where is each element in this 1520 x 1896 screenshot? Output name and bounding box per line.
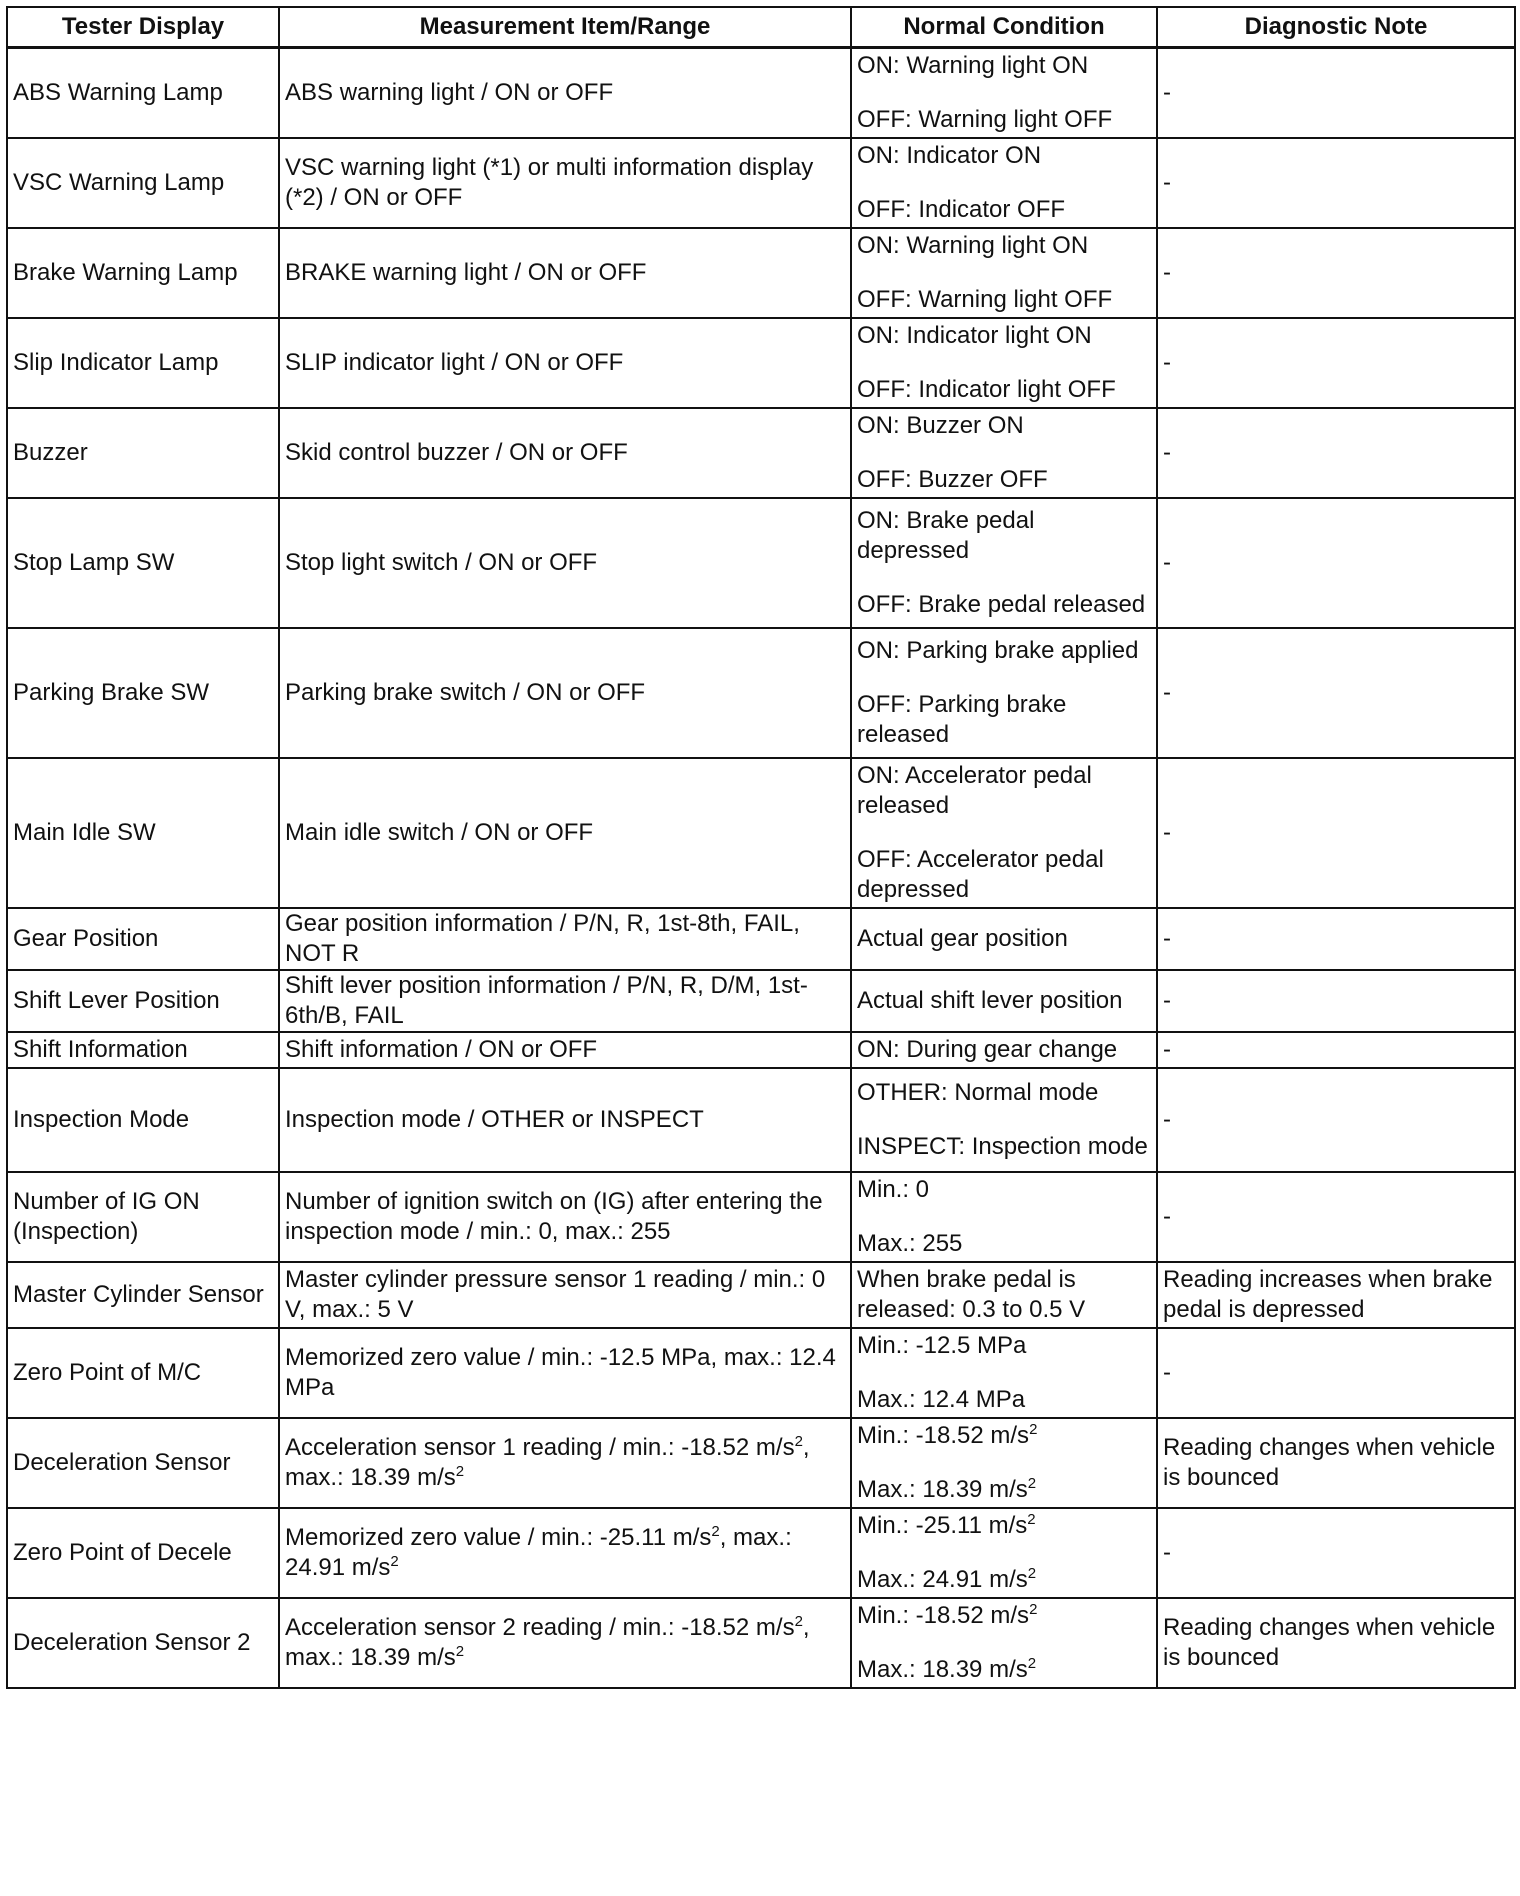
normal-condition-line: OFF: Accelerator pedal depressed xyxy=(857,846,1104,903)
normal-condition-cell xyxy=(851,48,1157,139)
diagnostic-note-cell: - xyxy=(1157,1328,1515,1418)
normal-condition-line: Actual gear position xyxy=(857,925,1068,952)
tester-display-cell: Zero Point of M/C xyxy=(7,1328,279,1418)
normal-condition-line: ON: Warning light ON xyxy=(857,232,1089,259)
condition-gap xyxy=(857,81,1151,105)
header-measurement-item: Measurement Item/Range xyxy=(279,7,851,48)
tester-display-cell: ABS Warning Lamp xyxy=(7,48,279,139)
condition-gap xyxy=(857,821,1151,845)
tester-display-cell: Number of IG ON (Inspection) xyxy=(7,1172,279,1262)
tester-display-cell: Gear Position xyxy=(7,908,279,970)
tester-display-cell: Parking Brake SW xyxy=(7,628,279,758)
tester-display-cell: Deceleration Sensor xyxy=(7,1418,279,1508)
diagnostic-note-cell: - xyxy=(1157,908,1515,970)
normal-condition-cell xyxy=(851,498,1157,628)
measurement-item-cell: Shift lever position information / P/N, R, D/M, 1st-6th/B, FAIL xyxy=(279,970,851,1032)
normal-condition-cell xyxy=(851,628,1157,758)
tester-display-cell: Main Idle SW xyxy=(7,758,279,908)
measurement-item-cell: Acceleration sensor 1 reading / min.: -18.52 $m/s^2$, max.: 18.39 $m/s^2$ xyxy=(279,1418,851,1508)
table-row xyxy=(7,628,1515,758)
superscript-2: 2 xyxy=(711,1523,720,1540)
superscript-2: 2 xyxy=(1029,1421,1038,1438)
normal-condition-line: Max.: 18.39 $m/s^2$ xyxy=(857,1475,1037,1503)
normal-condition-line: Min.: -18.52 $m/s^2$ xyxy=(857,1421,1038,1449)
superscript-2: 2 xyxy=(1027,1475,1037,1492)
tester-display-cell: Deceleration Sensor 2 xyxy=(7,1598,279,1688)
measurement-item-cell: SLIP indicator light / ON or OFF xyxy=(279,318,851,408)
tester-display-cell: VSC Warning Lamp xyxy=(7,138,279,228)
normal-condition-line: ON: Parking brake applied xyxy=(857,637,1139,664)
measurement-item-cell: Master cylinder pressure sensor 1 reading / min.: 0 V, max.: 5 V xyxy=(279,1262,851,1328)
diagnostic-note-cell: Reading increases when brake pedal is depressed xyxy=(1157,1262,1515,1328)
measurement-item-cell: ABS warning light / ON or OFF xyxy=(279,48,851,139)
table-row xyxy=(7,138,1515,228)
condition-gap xyxy=(857,261,1151,285)
condition-gap xyxy=(857,1108,1151,1132)
normal-condition-line: When brake pedal is released: 0.3 to 0.5 V xyxy=(857,1266,1086,1323)
table-row xyxy=(7,408,1515,498)
normal-condition-line: ON: Indicator ON xyxy=(857,142,1042,169)
condition-gap xyxy=(857,1361,1151,1385)
normal-condition-cell xyxy=(851,1598,1157,1688)
normal-condition-line: OFF: Indicator light OFF xyxy=(857,376,1116,403)
tester-display-cell: Shift Lever Position xyxy=(7,970,279,1032)
normal-condition-cell xyxy=(851,908,1157,970)
normal-condition-cell xyxy=(851,1328,1157,1418)
normal-condition-line: Actual shift lever position xyxy=(857,987,1123,1014)
normal-condition-line: OFF: Parking brake released xyxy=(857,691,1067,748)
table-row xyxy=(7,1172,1515,1262)
measurement-item-cell: Memorized zero value / min.: -25.11 $m/s^2$, max.: 24.91 $m/s^2$ xyxy=(279,1508,851,1598)
normal-condition-line: Max.: 24.91 $m/s^2$ xyxy=(857,1565,1037,1593)
table-body xyxy=(7,48,1515,1689)
table-row xyxy=(7,758,1515,908)
measurement-item-cell: Shift information / ON or OFF xyxy=(279,1032,851,1068)
measurement-item-cell: Acceleration sensor 2 reading / min.: -18.52 $m/s^2$, max.: 18.39 $m/s^2$ xyxy=(279,1598,851,1688)
normal-condition-line: Min.: -25.11 $m/s^2$ xyxy=(857,1511,1036,1539)
table-row xyxy=(7,1032,1515,1068)
normal-condition-cell xyxy=(851,1032,1157,1068)
measurement-item-cell: Main idle switch / ON or OFF xyxy=(279,758,851,908)
tester-display-cell: Inspection Mode xyxy=(7,1068,279,1172)
normal-condition-cell xyxy=(851,758,1157,908)
tester-display-cell: Slip Indicator Lamp xyxy=(7,318,279,408)
condition-gap xyxy=(857,171,1151,195)
diagnostic-note-cell: - xyxy=(1157,970,1515,1032)
table-row xyxy=(7,1262,1515,1328)
measurement-item-cell: Number of ignition switch on (IG) after entering the inspection mode / min.: 0, max.: 255 xyxy=(279,1172,851,1262)
header-row xyxy=(7,7,1515,48)
normal-condition-cell xyxy=(851,1262,1157,1328)
tester-display-cell: Zero Point of Decele xyxy=(7,1508,279,1598)
diagnostic-note-cell: - xyxy=(1157,138,1515,228)
diagnostic-note-cell: - xyxy=(1157,1032,1515,1068)
normal-condition-line: Min.: -12.5 MPa xyxy=(857,1332,1027,1359)
condition-gap xyxy=(857,441,1151,465)
superscript-2: 2 xyxy=(794,1433,803,1450)
table-row xyxy=(7,1328,1515,1418)
superscript-2: 2 xyxy=(1029,1601,1038,1618)
measurement-item-cell: Stop light switch / ON or OFF xyxy=(279,498,851,628)
normal-condition-line: OFF: Warning light OFF xyxy=(857,106,1113,133)
normal-condition-line: OFF: Buzzer OFF xyxy=(857,466,1048,493)
diagnostic-note-cell: - xyxy=(1157,758,1515,908)
diagnostic-note-cell: - xyxy=(1157,408,1515,498)
condition-gap xyxy=(857,1631,1151,1655)
normal-condition-line: OFF: Indicator OFF xyxy=(857,196,1066,223)
diagnostic-note-cell: - xyxy=(1157,498,1515,628)
normal-condition-line: ON: Brake pedal depressed xyxy=(857,507,1035,564)
diagnostic-note-cell: Reading changes when vehicle is bounced xyxy=(1157,1598,1515,1688)
measurement-item-cell: VSC warning light (*1) or multi information display (*2) / ON or OFF xyxy=(279,138,851,228)
diagnostic-note-cell: - xyxy=(1157,1068,1515,1172)
normal-condition-cell xyxy=(851,970,1157,1032)
table-row xyxy=(7,48,1515,139)
condition-gap xyxy=(857,1205,1151,1229)
measurement-item-cell: Skid control buzzer / ON or OFF xyxy=(279,408,851,498)
condition-gap xyxy=(857,351,1151,375)
table-row xyxy=(7,228,1515,318)
superscript-2: 2 xyxy=(1027,1565,1037,1582)
diagnostic-note-cell: - xyxy=(1157,1508,1515,1598)
condition-gap xyxy=(857,1541,1151,1565)
header-diagnostic-note: Diagnostic Note xyxy=(1157,7,1515,48)
diagnostic-note-cell: - xyxy=(1157,228,1515,318)
tester-display-cell: Buzzer xyxy=(7,408,279,498)
header-normal-condition: Normal Condition xyxy=(851,7,1157,48)
tester-display-cell: Master Cylinder Sensor xyxy=(7,1262,279,1328)
header-tester-display: Tester Display xyxy=(7,7,279,48)
measurement-item-cell: Memorized zero value / min.: -12.5 MPa, max.: 12.4 MPa xyxy=(279,1328,851,1418)
measurement-item-cell: Parking brake switch / ON or OFF xyxy=(279,628,851,758)
normal-condition-line: OFF: Brake pedal released xyxy=(857,591,1146,618)
normal-condition-line: ON: Accelerator pedal released xyxy=(857,762,1092,819)
normal-condition-line: Max.: 18.39 $m/s^2$ xyxy=(857,1655,1037,1683)
superscript-2: 2 xyxy=(794,1613,803,1630)
normal-condition-cell xyxy=(851,1172,1157,1262)
tester-display-cell: Shift Information xyxy=(7,1032,279,1068)
measurement-item-cell: Gear position information / P/N, R, 1st-8th, FAIL, NOT R xyxy=(279,908,851,970)
table-row xyxy=(7,1508,1515,1598)
normal-condition-cell xyxy=(851,1508,1157,1598)
superscript-2: 2 xyxy=(1027,1655,1037,1672)
tester-data-table xyxy=(6,6,1516,1689)
tester-display-cell: Brake Warning Lamp xyxy=(7,228,279,318)
table-row xyxy=(7,1598,1515,1688)
table-row xyxy=(7,318,1515,408)
normal-condition-cell xyxy=(851,138,1157,228)
normal-condition-line: INSPECT: Inspection mode xyxy=(857,1133,1148,1160)
table-row xyxy=(7,1068,1515,1172)
normal-condition-line: ON: Buzzer ON xyxy=(857,412,1024,439)
normal-condition-cell xyxy=(851,318,1157,408)
condition-gap xyxy=(857,666,1151,690)
diagnostic-note-cell: - xyxy=(1157,1172,1515,1262)
normal-condition-cell xyxy=(851,228,1157,318)
diagnostic-note-cell: - xyxy=(1157,628,1515,758)
measurement-item-cell: BRAKE warning light / ON or OFF xyxy=(279,228,851,318)
superscript-2: 2 xyxy=(455,1643,465,1660)
tester-display-cell: Stop Lamp SW xyxy=(7,498,279,628)
measurement-item-cell: Inspection mode / OTHER or INSPECT xyxy=(279,1068,851,1172)
diagnostic-note-cell: - xyxy=(1157,48,1515,139)
table-row xyxy=(7,498,1515,628)
diagnostic-note-cell: Reading changes when vehicle is bounced xyxy=(1157,1418,1515,1508)
normal-condition-line: ON: During gear change xyxy=(857,1036,1118,1063)
normal-condition-line: ON: Warning light ON xyxy=(857,52,1089,79)
table-row xyxy=(7,970,1515,1032)
diagnostic-note-cell: - xyxy=(1157,318,1515,408)
superscript-2: 2 xyxy=(390,1553,399,1570)
condition-gap xyxy=(857,1451,1151,1475)
normal-condition-line: ON: Indicator light ON xyxy=(857,322,1092,349)
table-row xyxy=(7,1418,1515,1508)
superscript-2: 2 xyxy=(1027,1511,1036,1528)
condition-gap xyxy=(857,566,1151,590)
normal-condition-line: Min.: -18.52 $m/s^2$ xyxy=(857,1601,1038,1629)
normal-condition-line: OTHER: Normal mode xyxy=(857,1079,1099,1106)
normal-condition-line: Max.: 255 xyxy=(857,1230,963,1257)
normal-condition-cell xyxy=(851,408,1157,498)
table-row xyxy=(7,908,1515,970)
normal-condition-line: Min.: 0 xyxy=(857,1176,930,1203)
normal-condition-cell xyxy=(851,1418,1157,1508)
normal-condition-cell xyxy=(851,1068,1157,1172)
normal-condition-line: OFF: Warning light OFF xyxy=(857,286,1113,313)
normal-condition-line: Max.: 12.4 MPa xyxy=(857,1386,1026,1413)
superscript-2: 2 xyxy=(455,1463,465,1480)
